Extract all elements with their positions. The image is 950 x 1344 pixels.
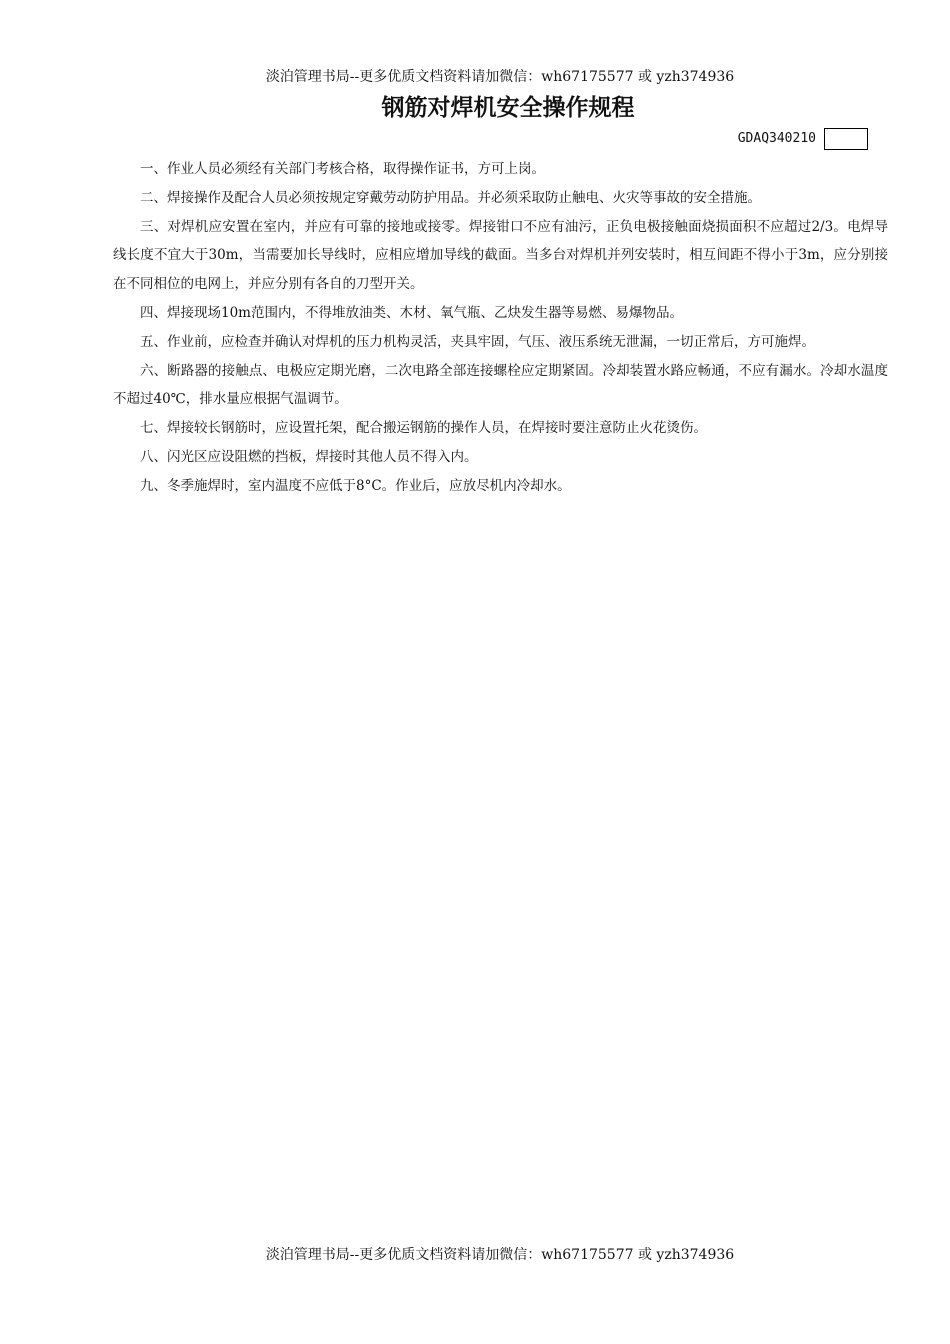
- rule-item-3: 三、对焊机应安置在室内，并应有可靠的接地或接零。焊接钳口不应有油污，正负电极接触面烧损面积不应超过2/3。电焊导线长度不宜大于30m，当需要加长导线时，应相应增加导线的截面。当多台对焊机并列安装时，相互间距不得小于3m，应分别接在不同相位的电网上，并应分别有各自的刀型开关。: [113, 218, 888, 293]
- rule-item-7: 七、焊接较长钢筋时，应设置托架，配合搬运钢筋的操作人员，在焊接时要注意防止火花烫伤。: [140, 420, 707, 437]
- rule-item-6: 六、断路器的接触点、电极应定期光磨，二次电路全部连接螺栓应定期紧固。冷却装置水路应畅通，不应有漏水。冷却水温度不超过40℃，排水量应根据气温调节。: [113, 362, 888, 408]
- document-code-row: [738, 128, 868, 150]
- rule-item-5: 五、作业前，应检查并确认对焊机的压力机构灵活，夹具牢固，气压、液压系统无泄漏，一切正常后，方可施焊。: [140, 333, 815, 350]
- document-code: GDAQ340210: [737, 131, 816, 146]
- rule-item-4: 四、焊接现场10m范围内，不得堆放油类、木材、氧气瓶、乙炔发生器等易燃、易爆物品。: [140, 304, 683, 321]
- header-note: 淡泊管理书局--更多优质文档资料请加微信：wh67175577 或 yzh374936: [265, 69, 735, 85]
- rule-item-1: 一、作业人员必须经有关部门考核合格，取得操作证书，方可上岗。: [140, 161, 545, 177]
- document-code-box: [824, 128, 868, 150]
- footer-note: 淡泊管理书局--更多优质文档资料请加微信：wh67175577 或 yzh374936: [265, 1247, 735, 1263]
- rule-item-2: 二、焊接操作及配合人员必须按规定穿戴劳动防护用品。并必须采取防止触电、火灾等事故的安全措施。: [140, 189, 761, 206]
- rule-item-9: 九、冬季施焊时，室内温度不应低于8°C。作业后，应放尽机内冷却水。: [140, 477, 571, 494]
- document-title: 钢筋对焊机安全操作规程: [381, 95, 635, 121]
- rules-list: [113, 155, 888, 501]
- rule-item-8: 八、闪光区应设阻燃的挡板，焊接时其他人员不得入内。: [140, 448, 478, 465]
